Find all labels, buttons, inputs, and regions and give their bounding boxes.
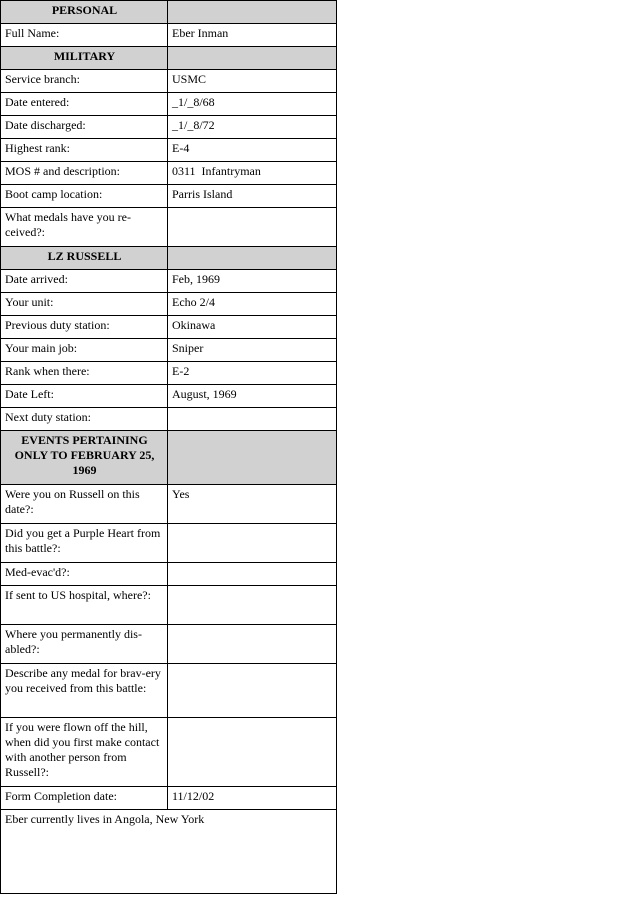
form-row <box>1 563 337 586</box>
disabled-value <box>168 625 337 664</box>
section-title-military: MILITARY <box>1 47 168 70</box>
date-discharged-label: Date discharged: <box>1 116 168 139</box>
date-entered-value: _1/_8/68 <box>168 93 337 116</box>
mos-label: MOS # and description: <box>1 162 168 185</box>
date-arrived-value: Feb, 1969 <box>168 270 337 293</box>
unit-label: Your unit: <box>1 293 168 316</box>
main-job-value: Sniper <box>168 339 337 362</box>
date-left-label: Date Left: <box>1 385 168 408</box>
purple-heart-value <box>168 524 337 563</box>
form-row <box>1 485 337 524</box>
date-entered-label: Date entered: <box>1 93 168 116</box>
main-job-label: Your main job: <box>1 339 168 362</box>
section-header-row <box>1 47 337 70</box>
section-title-events: EVENTS PERTAINING ONLY TO FEBRUARY 25, 1969 <box>1 431 168 485</box>
form-row <box>1 270 337 293</box>
section-header-row <box>1 247 337 270</box>
form-row <box>1 139 337 162</box>
residence-note: Eber currently lives in Angola, New York <box>1 810 337 894</box>
date-arrived-label: Date arrived: <box>1 270 168 293</box>
mos-value: 0311 Infantryman <box>168 162 337 185</box>
form-row <box>1 339 337 362</box>
us-hospital-label: If sent to US hospital, where?: <box>1 586 168 625</box>
medals-value <box>168 208 337 247</box>
disabled-label: Where you permanently dis-abled?: <box>1 625 168 664</box>
section-title-personal: PERSONAL <box>1 1 168 24</box>
rank-label: Rank when there: <box>1 362 168 385</box>
section-header-row <box>1 431 337 485</box>
form-row <box>1 787 337 810</box>
form-row <box>1 93 337 116</box>
completion-date-value: 11/12/02 <box>168 787 337 810</box>
form-row <box>1 718 337 787</box>
boot-camp-value: Parris Island <box>168 185 337 208</box>
flown-off-label: If you were flown off the hill, when did you first make contact with another person from Russell?: <box>1 718 168 787</box>
full-name-label: Full Name: <box>1 24 168 47</box>
unit-value: Echo 2/4 <box>168 293 337 316</box>
completion-date-label: Form Completion date: <box>1 787 168 810</box>
next-station-value <box>168 408 337 431</box>
form-row <box>1 664 337 718</box>
service-branch-value: USMC <box>168 70 337 93</box>
form-row <box>1 316 337 339</box>
service-branch-label: Service branch: <box>1 70 168 93</box>
boot-camp-label: Boot camp location: <box>1 185 168 208</box>
medevac-value <box>168 563 337 586</box>
form-row <box>1 524 337 563</box>
previous-station-label: Previous duty station: <box>1 316 168 339</box>
us-hospital-value <box>168 586 337 625</box>
form-row <box>1 408 337 431</box>
section-header-blank <box>168 247 337 270</box>
on-russell-value: Yes <box>168 485 337 524</box>
highest-rank-value: E-4 <box>168 139 337 162</box>
purple-heart-label: Did you get a Purple Heart from this battle?: <box>1 524 168 563</box>
form-row <box>1 70 337 93</box>
form-row <box>1 362 337 385</box>
form-row <box>1 162 337 185</box>
flown-off-value <box>168 718 337 787</box>
previous-station-value: Okinawa <box>168 316 337 339</box>
medevac-label: Med-evac'd?: <box>1 563 168 586</box>
section-title-lz-russell: LZ RUSSELL <box>1 247 168 270</box>
bravery-medal-value <box>168 664 337 718</box>
form-row <box>1 24 337 47</box>
notes-row <box>1 810 337 894</box>
bravery-medal-label: Describe any medal for brav-ery you received from this battle: <box>1 664 168 718</box>
form-row <box>1 116 337 139</box>
date-discharged-value: _1/_8/72 <box>168 116 337 139</box>
section-header-row <box>1 1 337 24</box>
form-row <box>1 385 337 408</box>
full-name-value: Eber Inman <box>168 24 337 47</box>
form-row <box>1 208 337 247</box>
section-header-blank <box>168 47 337 70</box>
highest-rank-label: Highest rank: <box>1 139 168 162</box>
form-row <box>1 625 337 664</box>
next-station-label: Next duty station: <box>1 408 168 431</box>
form-row <box>1 185 337 208</box>
form-row <box>1 586 337 625</box>
form-row <box>1 293 337 316</box>
section-header-blank <box>168 431 337 485</box>
date-left-value: August, 1969 <box>168 385 337 408</box>
section-header-blank <box>168 1 337 24</box>
rank-value: E-2 <box>168 362 337 385</box>
medals-label: What medals have you re-ceived?: <box>1 208 168 247</box>
on-russell-label: Were you on Russell on this date?: <box>1 485 168 524</box>
